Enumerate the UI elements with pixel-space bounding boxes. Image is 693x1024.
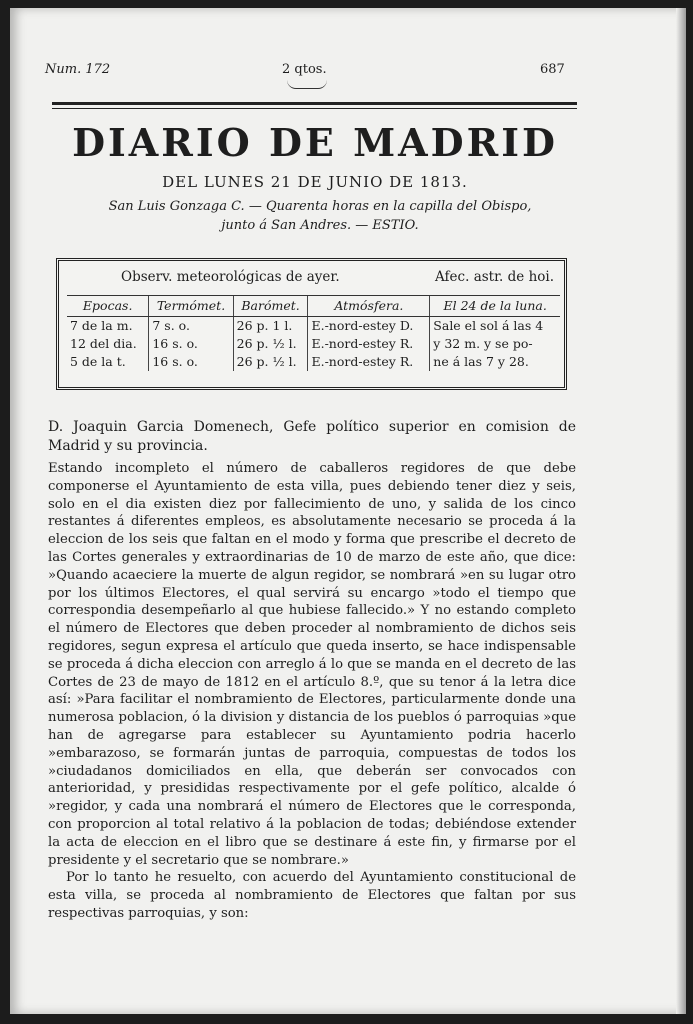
table-cell: 12 del dia.	[70, 336, 137, 351]
table-cell: 5 de la t.	[70, 354, 126, 369]
table-cell: y 32 m. y se po-	[430, 335, 560, 353]
table-row	[67, 335, 560, 353]
observations-table	[67, 295, 560, 371]
table-cell: ne á las 7 y 28.	[430, 353, 560, 371]
table-cell: E.-nord-estey R.	[308, 353, 430, 371]
saint-line-2: junto á San Andres. — ESTIO.	[221, 218, 419, 233]
table-row	[67, 317, 560, 336]
issue-date: DEL LUNES 21 DE JUNIO DE 1813.	[162, 173, 468, 191]
article-paragraph: Estando incompleto el número de caballeros regidores de que debe componerse el Ayuntamiento de esta villa, pues debiendo tener diez y seis, solo en el dia existen diez por fallecimiento de uno, y salida de los cinco restantes á diferentes empleos, es absolutamente necesario se proceda á la eleccion de los seis que faltan en el modo y forma que prescribe el decreto de las Cortes generales y extraordinarias de 10 de marzo de este año, que dice: »Quando acaeciere la muerte de algun regidor, se nombrará »en su lugar otro por los últimos Electores, el qual servirá su encargo »todo el tiempo que correspondia desempeñarlo al que hubiese fallecido.» Y no estando completo el número de Electores que deben proceder al nombramiento de dichos seis regidores, segun expresa el artículo que queda inserto, se hace indispensable se proceda á dicha eleccion con arreglo á lo que se manda en el decreto de las Cortes de 23 de mayo de 1812 en el artículo 8.º, que su tenor á la letra dice así: »Para facilitar el nombramiento de Electores, particularmente donde una numerosa poblacion, ó la division y distancia de los pueblos ó parroquias »que han de agregarse para establecer su Ayuntamiento podria hacerlo »embarazoso, se formarán juntas de parroquia, compuestas de todos los »ciudadanos domiciliados en ella, que deberán ser convocados con anterioridad, y presididas respectivamente por el gefe político, alcalde ó »regidor, y cada una nombrará el número de Electores que le corresponda, con proporcion al total relativo á la poblacion de todas; debiéndose extender la acta de eleccion en el libro que se destinare á este fin, y firmarse por el presidente y el secretario que se nombrare.»	[48, 461, 576, 868]
table-row	[67, 353, 560, 371]
masthead-rule-thin	[52, 108, 577, 109]
column-header: Termómet.	[149, 296, 233, 317]
column-header: Epocas.	[67, 296, 149, 317]
article-body	[48, 460, 576, 923]
newspaper-page	[10, 8, 686, 1014]
table-cell: 16 s. o.	[149, 353, 233, 371]
astronomy-heading: Afec. astr. de hoi.	[435, 269, 554, 285]
price: 2 qtos.	[282, 62, 327, 77]
observations-box	[56, 258, 567, 390]
table-cell: 26 p. ½ l.	[233, 335, 308, 353]
table-cell: 7 s. o.	[149, 317, 233, 336]
table-cell: 26 p. 1 l.	[233, 317, 308, 336]
masthead-rule-thick	[52, 102, 577, 105]
page-number: 687	[540, 62, 565, 77]
article-title: D. Joaquin Garcia Domenech, Gefe político superior en comision de Madrid y su provincia.	[48, 419, 576, 454]
saint-line-1: San Luis Gonzaga C. — Quarenta horas en la capilla del Obispo,	[108, 199, 532, 214]
table-cell: 26 p. ½ l.	[233, 353, 308, 371]
article-paragraph: Por lo tanto he resuelto, con acuerdo del Ayuntamiento constitucional de esta villa, se proceda al nombramiento de Electores que faltan por sus respectivas parroquias, y son:	[48, 870, 576, 921]
table-cell: Sale el sol á las 4	[430, 317, 560, 336]
issue-number: Num. 172	[45, 62, 111, 77]
newspaper-title: DIARIO DE MADRID	[72, 120, 558, 165]
column-header: El 24 de la luna.	[430, 296, 560, 317]
observations-heading: Observ. meteorológicas de ayer.	[121, 269, 340, 285]
price-brace	[287, 80, 327, 89]
table-cell: 7 de la m.	[70, 318, 133, 333]
column-header: Barómet.	[233, 296, 308, 317]
table-cell: E.-nord-estey R.	[308, 335, 430, 353]
table-cell: E.-nord-estey D.	[308, 317, 430, 336]
table-cell: 16 s. o.	[149, 335, 233, 353]
column-header: Atmósfera.	[308, 296, 430, 317]
